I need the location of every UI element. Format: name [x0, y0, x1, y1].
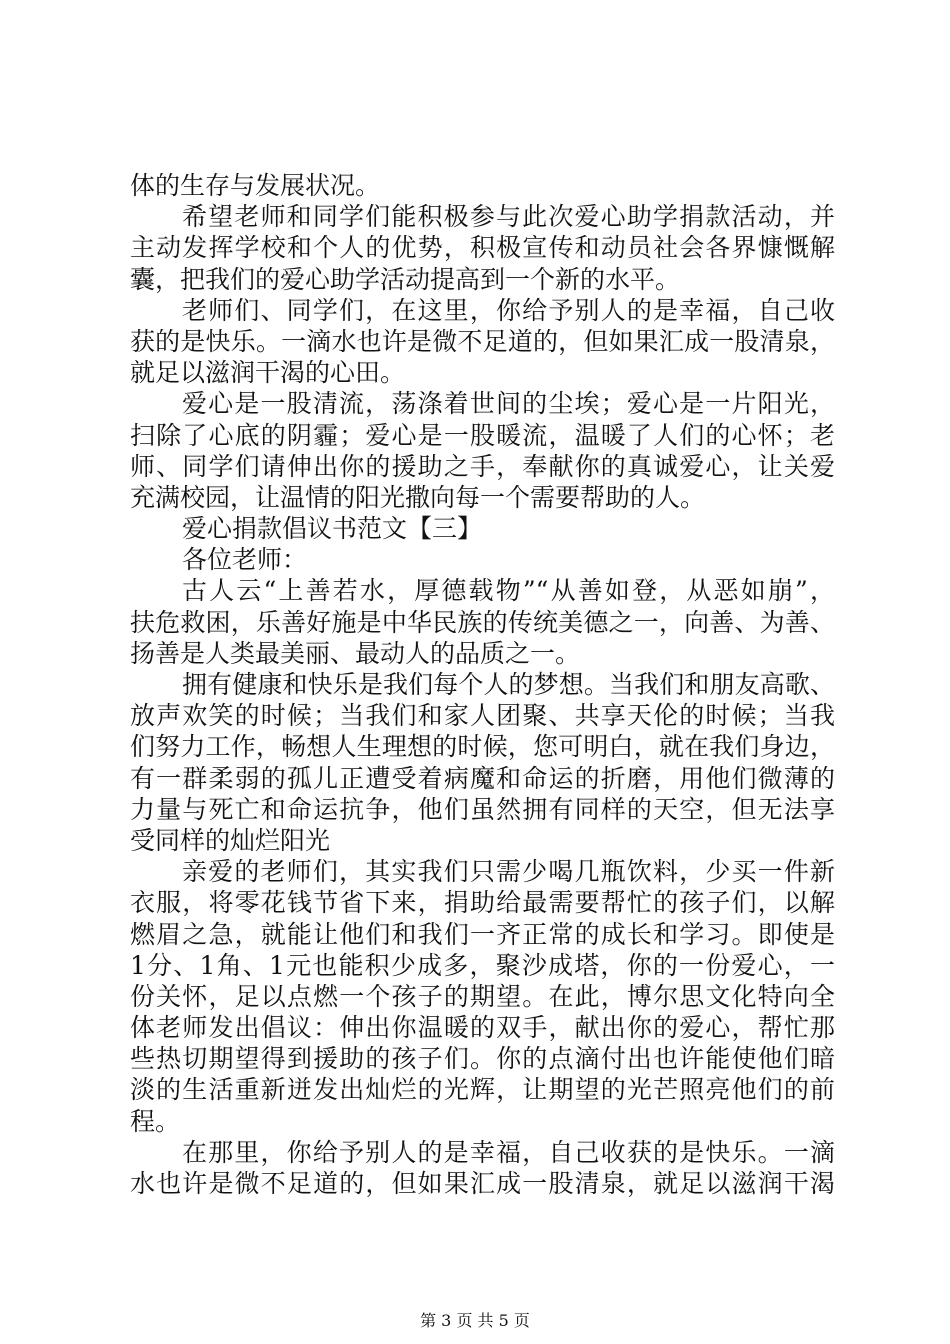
- text-line: 衣服，将零花钱节省下来，捐助给最需要帮忙的孩子们，以解: [130, 888, 835, 918]
- text-line: 放声欢笑的时候；当我们和家人团聚、共享天伦的时候；当我: [130, 701, 835, 731]
- text-line: 就足以滋润干渴的心田。: [130, 358, 406, 388]
- text-line: 们努力工作，畅想人生理想的时候，您可明白，就在我们身边，: [130, 732, 835, 762]
- text-line: 老师们、同学们，在这里，你给予别人的是幸福，自己收: [182, 295, 835, 325]
- text-line: 古人云“上善若水，厚德载物”“从善如登，从恶如崩”，: [182, 576, 835, 606]
- text-line: 燃眉之急，就能让他们和我们一齐正常的成长和学习。即使是: [130, 919, 835, 949]
- text-line: 扬善是人类最美丽、最动人的品质之一。: [130, 638, 581, 668]
- text-line: 份关怀，足以点燃一个孩子的期望。在此，博尔思文化特向全: [130, 981, 835, 1011]
- text-line: 爱心是一股清流，荡涤着世间的尘埃；爱心是一片阳光，: [182, 389, 835, 419]
- text-line: 些热切期望得到援助的孩子们。你的点滴付出也许能使他们暗: [130, 1044, 835, 1074]
- text-line: 受同样的灿烂阳光: [130, 825, 331, 855]
- text-line: 获的是快乐。一滴水也许是微不足道的，但如果汇成一股清泉，: [130, 326, 835, 356]
- document-body: [130, 170, 835, 1199]
- text-line: 囊，把我们的爱心助学活动提高到一个新的水平。: [130, 264, 681, 294]
- text-line: 师、同学们请伸出你的援助之手，奉献你的真诚爱心，让关爱: [130, 451, 835, 481]
- text-line: 程。: [130, 1106, 181, 1136]
- text-line: 力量与死亡和命运抗争，他们虽然拥有同样的天空，但无法享: [130, 794, 835, 824]
- text-line: 亲爱的老师们，其实我们只需少喝几瓶饮料，少买一件新: [182, 857, 835, 887]
- text-line: 体老师发出倡议：伸出你温暖的双手，献出你的爱心，帮忙那: [130, 1013, 835, 1043]
- text-line: 扫除了心底的阴霾；爱心是一股暖流，温暖了人们的心怀；老: [130, 420, 835, 450]
- text-line: 主动发挥学校和个人的优势，积极宣传和动员社会各界慷慨解: [130, 233, 835, 263]
- text-line: 有一群柔弱的孤儿正遭受着病魔和命运的折磨，用他们微薄的: [130, 763, 835, 793]
- text-line: 淡的生活重新迸发出灿烂的光辉，让期望的光芒照亮他们的前: [130, 1075, 835, 1105]
- text-line: 希望老师和同学们能积极参与此次爱心助学捐款活动，并: [182, 202, 835, 232]
- text-line: 充满校园，让温情的阳光撒向每一个需要帮助的人。: [130, 482, 706, 512]
- text-line: 拥有健康和快乐是我们每个人的梦想。当我们和朋友高歌、: [182, 670, 835, 699]
- text-line: 在那里，你给予别人的是幸福，自己收获的是快乐。一滴: [182, 1137, 835, 1167]
- text-line: 爱心捐款倡议书范文【三】: [182, 514, 483, 544]
- text-line: 水也许是微不足道的，但如果汇成一股清泉，就足以滋润干渴: [130, 1169, 835, 1198]
- text-line: 扶危救困，乐善好施是中华民族的传统美德之一，向善、为善、: [130, 607, 835, 637]
- text-line: 各位老师：: [182, 545, 308, 575]
- text-line: 1分、1角、1元也能积少成多，聚沙成塔，你的一份爱心，一: [130, 950, 835, 980]
- text-line: 体的生存与发展状况。: [130, 171, 381, 200]
- page-footer: 第 3 页 共 5 页: [420, 1311, 530, 1330]
